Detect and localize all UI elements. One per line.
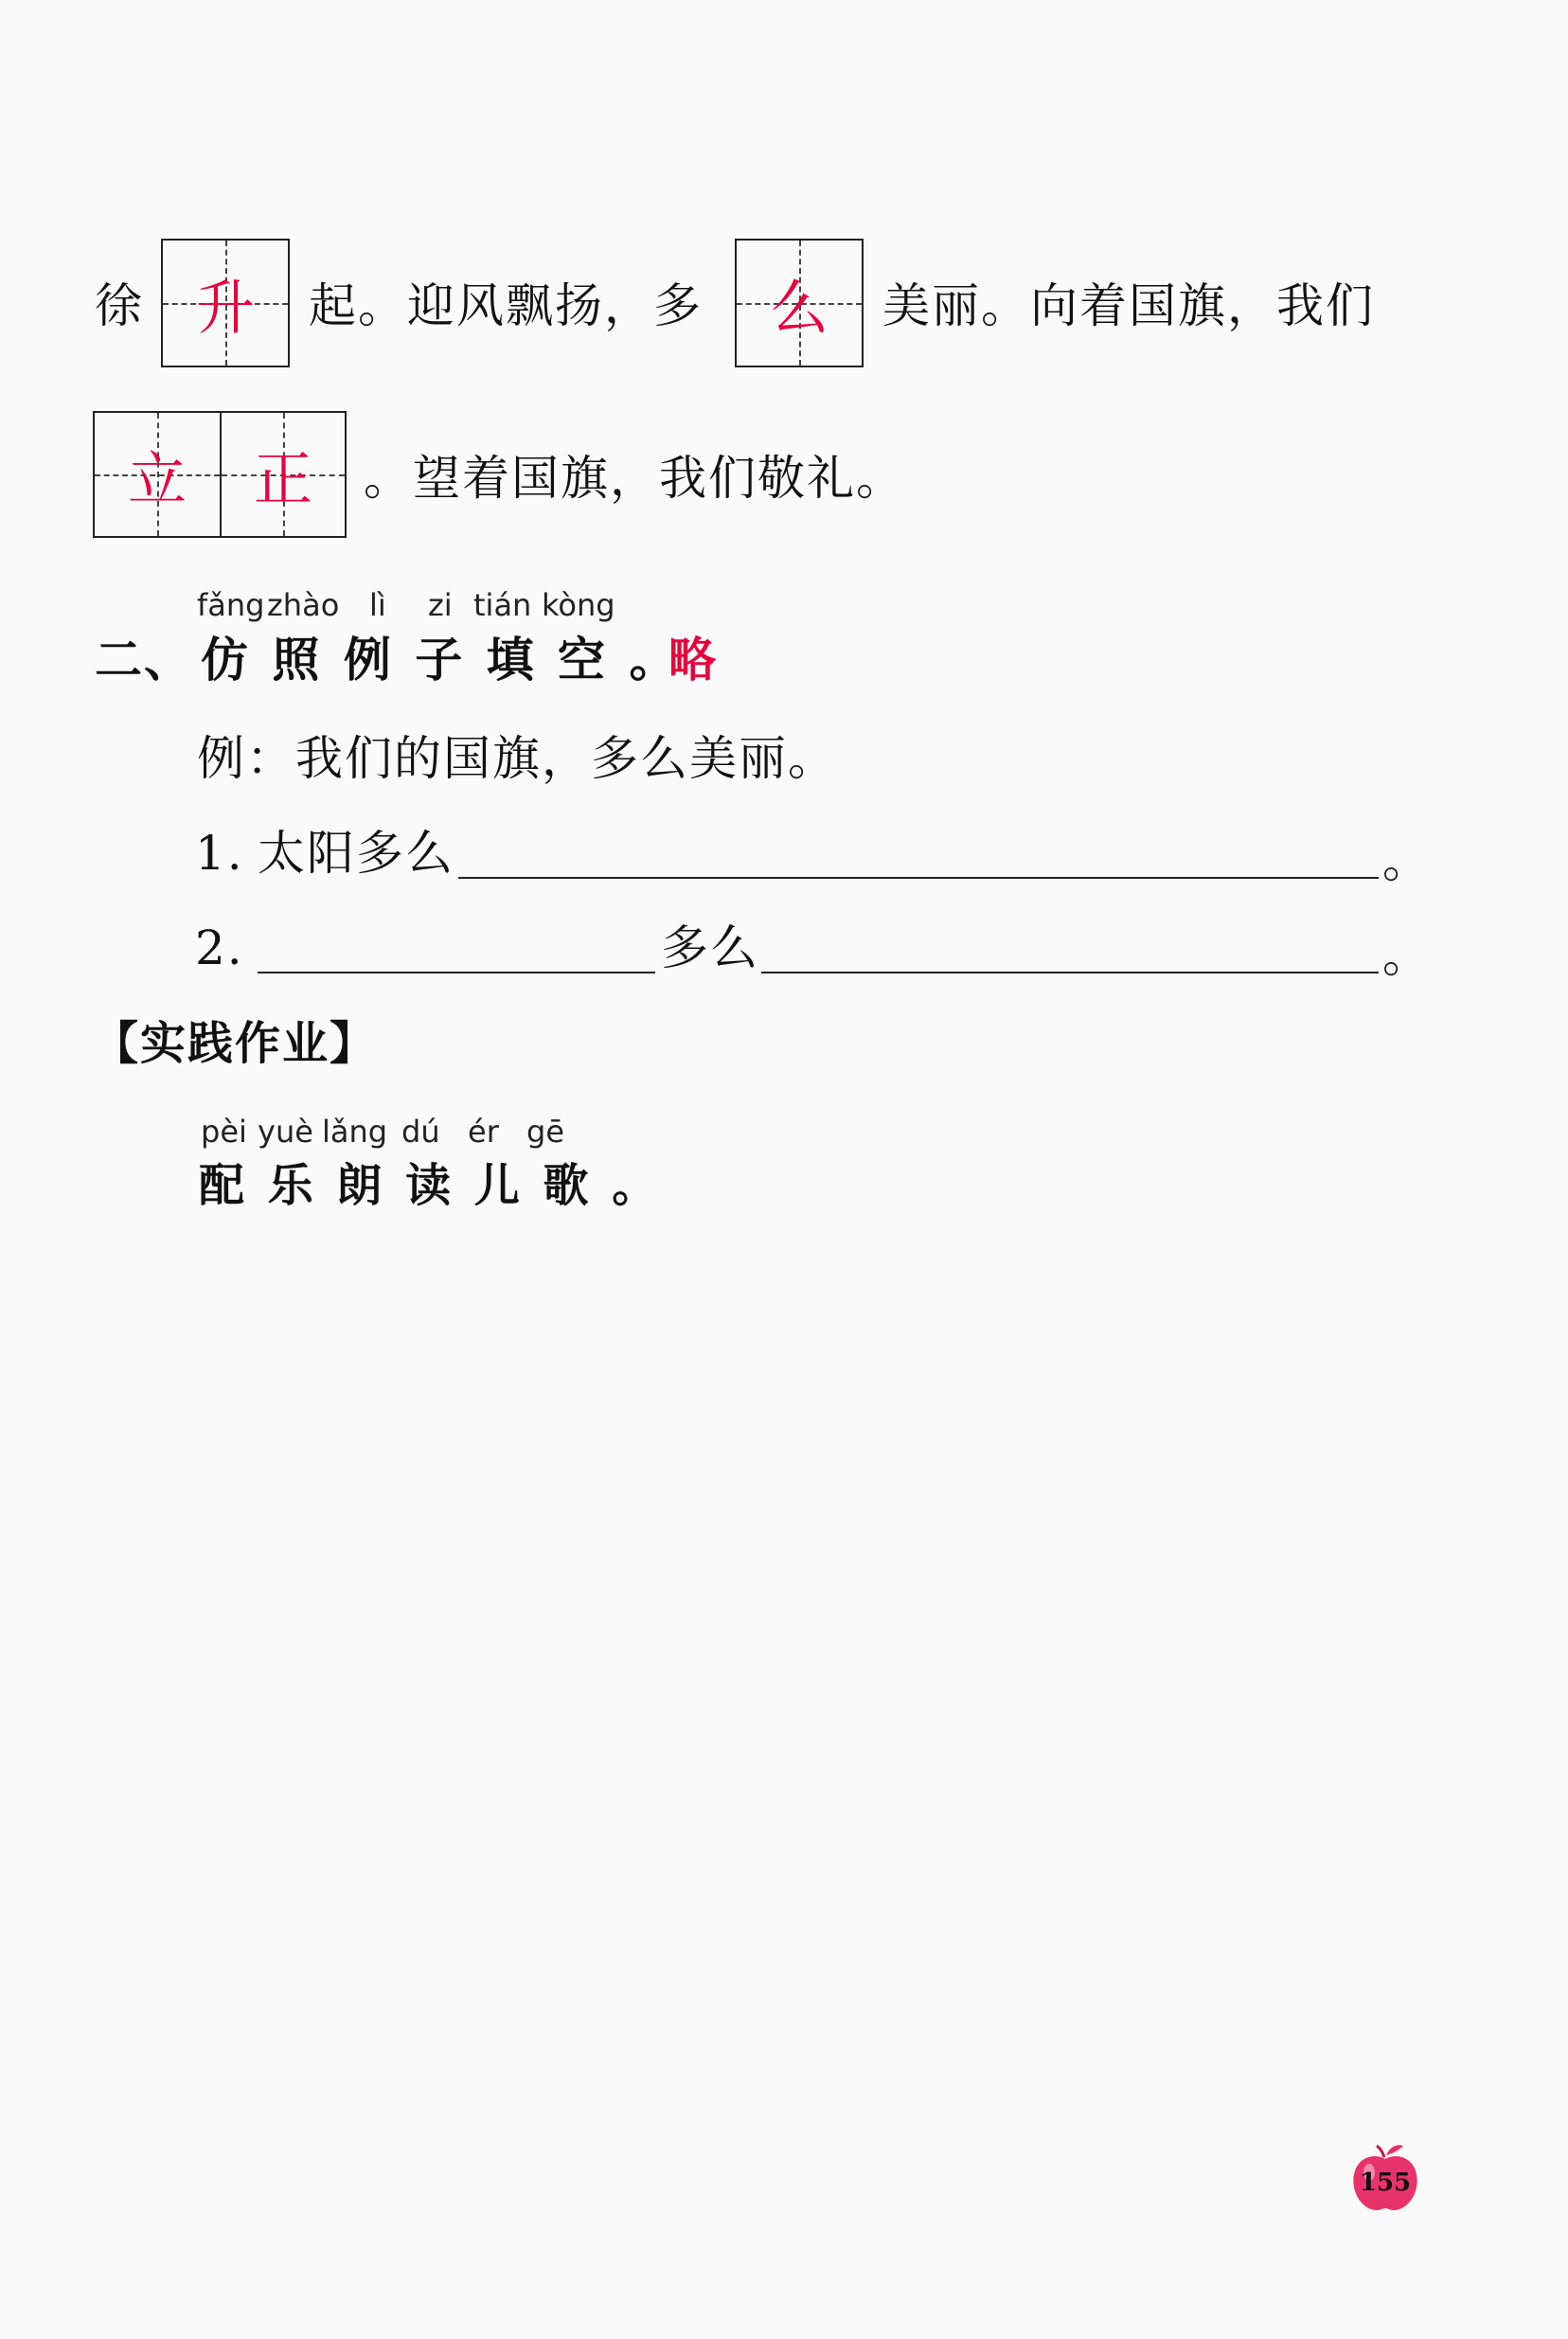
item2-blank-2[interactable] (761, 972, 1379, 973)
item1-number: 1. (195, 826, 244, 881)
box1-char: 升 (195, 273, 255, 343)
page-number: 155 (1359, 2169, 1412, 2197)
item1-end: 。 (1382, 833, 1432, 888)
box2-char: 么 (769, 273, 829, 343)
example-sentence: 例：我们的国旗，多么美丽。 (197, 731, 837, 786)
box3-char: 立 (127, 444, 187, 514)
tianzige-box-2[interactable] (735, 239, 864, 367)
pinyin-fang: fǎng (197, 587, 265, 623)
pinyin-li: lì (369, 587, 386, 623)
pinyin-lang: lǎng (322, 1114, 388, 1150)
practice-text: 配 乐 朗 读 儿 歌 。 (199, 1159, 662, 1212)
line1-before: 徐 (95, 278, 144, 333)
line2-after: 。望着国旗，我们敬礼。 (364, 451, 905, 506)
item2-mid: 多么 (661, 920, 759, 975)
pinyin-tian: tián (473, 587, 532, 623)
apple-icon (1348, 2142, 1422, 2212)
pinyin-zhao: zhào (267, 587, 340, 623)
item1-blank[interactable] (458, 877, 1379, 879)
item2-blank-1[interactable] (258, 972, 655, 973)
section2-title: 仿 照 例 子 填 空 。 (201, 633, 681, 687)
section2-number: 二、 (95, 633, 193, 687)
line1-middle: 起。迎风飘扬，多 (309, 278, 703, 333)
pinyin-yue: yuè (258, 1114, 313, 1150)
item2-number: 2. (195, 920, 244, 975)
line1-after: 美丽。向着国旗，我们 (882, 278, 1375, 333)
pinyin-er: ér (468, 1114, 499, 1150)
item1-text: 太阳多么 (258, 826, 454, 881)
section2-answer: 略 (668, 633, 718, 687)
practice-header: 【实践作业】 (93, 1017, 378, 1070)
pinyin-zi: zi (428, 587, 453, 623)
box4-char: 正 (253, 444, 312, 514)
pinyin-pei: pèi (201, 1114, 247, 1150)
tianzige-box-1[interactable] (161, 239, 290, 367)
pinyin-ge: gē (526, 1114, 564, 1150)
pinyin-kong: kòng (542, 587, 615, 623)
item2-end: 。 (1382, 928, 1432, 983)
pinyin-du: dú (401, 1114, 440, 1150)
tianzige-box-double[interactable] (93, 411, 347, 538)
